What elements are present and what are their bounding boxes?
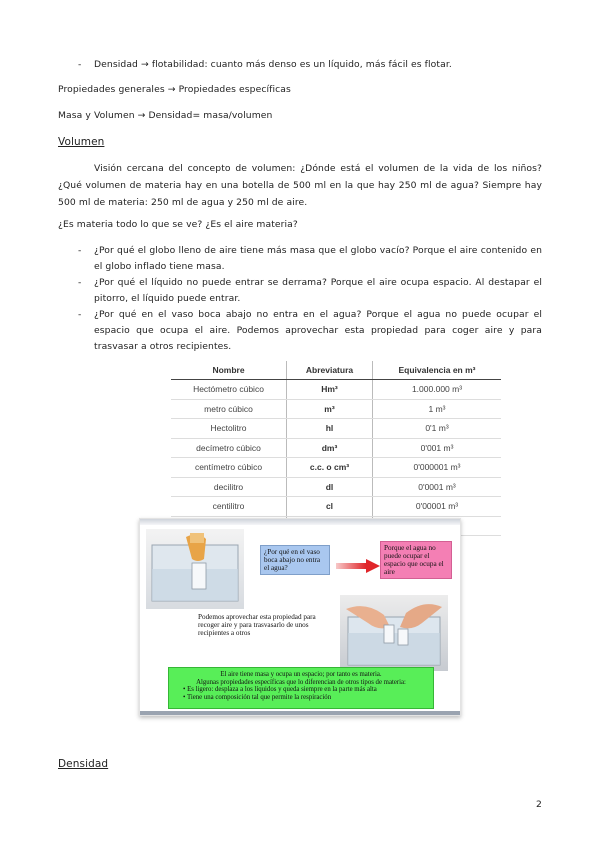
table-header: Nombre	[171, 361, 287, 380]
bullet-dash: -	[78, 309, 82, 320]
transfer-caption: Podemos aprovechar esta propiedad para recoger aire y para trasvasarlo de unos recipientes a otros	[198, 613, 316, 637]
table-row	[171, 497, 501, 517]
units-table	[171, 361, 501, 536]
summary-line: El aire tiene masa y ocupa un espacio; por tanto es materia.	[220, 671, 382, 678]
table-row	[171, 399, 501, 419]
summary-item: • Es ligero: desplaza a los líquidos y queda siempre en la parte más alta	[183, 686, 377, 694]
unit-abbr: Hm³	[287, 380, 373, 400]
summary-box	[168, 667, 434, 709]
unit-equiv: 0'00001 m³	[373, 497, 502, 517]
summary-item: • Tiene una composición tal que permite la respiración	[183, 693, 332, 701]
table-row	[171, 458, 501, 478]
unit-abbr: hl	[287, 419, 373, 439]
bullet-balloon: ¿Por qué el globo lleno de aire tiene más masa que el globo vacío? Porque el aire contenido en el globo inflado tiene masa.	[94, 245, 542, 272]
question-line: ¿Es materia todo lo que se ve? ¿Es el aire materia?	[58, 219, 298, 230]
unit-name: Hectómetro cúbico	[171, 380, 287, 400]
unit-abbr: c.c. o cm³	[287, 458, 373, 478]
bullet-liquid: ¿Por qué el líquido no puede entrar se derrama? Porque el aire ocupa espacio. Al destapar el pitorro, el líquido puede entrar.	[94, 277, 542, 304]
unit-equiv: 0'1 m³	[373, 419, 502, 439]
unit-equiv: 0'001 m³	[373, 438, 502, 458]
heading-densidad: Densidad	[58, 758, 109, 770]
table-row	[171, 380, 501, 400]
unit-name: decímetro cúbico	[171, 438, 287, 458]
unit-name: Hectolitro	[171, 419, 287, 439]
hand-glass-photo	[146, 529, 244, 609]
question-box: ¿Por qué en el vaso boca abajo no entra el agua?	[260, 545, 330, 575]
unit-equiv: 0'000001 m³	[373, 458, 502, 478]
bullet-dash: -	[78, 59, 82, 70]
table-header: Equivalencia en m³	[373, 361, 502, 380]
figure-bottom-bar	[140, 711, 460, 715]
bullet-dash: -	[78, 277, 82, 288]
unit-abbr: m³	[287, 399, 373, 419]
density-buoyancy-line: Densidad → flotabilidad: cuanto más denso es un líquido, más fácil es flotar.	[94, 59, 452, 70]
summary-line: Algunas propiedades específicas que lo diferencian de otros tipos de materia:	[196, 678, 406, 686]
bullet-glass: ¿Por qué en el vaso boca abajo no entra en el agua? Porque el agua no puede ocupar el espacio que ocupa el aire. Podemos aprovechar esta propiedad para coger aire y para trasvasar a otros recipientes.	[94, 309, 542, 352]
unit-abbr: cl	[287, 497, 373, 517]
table-row	[171, 419, 501, 439]
volume-paragraph: Visión cercana del concepto de volumen: ¿Dónde está el volumen de la vida de los niños? ¿Qué volumen de materia hay en una botella de 500 ml en la que hay 250 ml de agua? Siempre hay 500 ml de materia: 250 ml de agua y 250 ml de aire.	[58, 163, 542, 208]
mass-volume-line: Masa y Volumen → Densidad= masa/volumen	[58, 110, 273, 121]
air-experiment-figure	[139, 518, 461, 716]
page-number: 2	[536, 799, 542, 810]
unit-name: centímetro cúbico	[171, 458, 287, 478]
properties-line: Propiedades generales → Propiedades específicas	[58, 84, 291, 95]
unit-name: metro cúbico	[171, 399, 287, 419]
unit-equiv: 1.000.000 m³	[373, 380, 502, 400]
figure-top-bar	[140, 519, 460, 525]
unit-equiv: 1 m³	[373, 399, 502, 419]
table-row	[171, 477, 501, 497]
bullet-dash: -	[78, 245, 82, 256]
answer-box: Porque el agua no puede ocupar el espacio que ocupa el aire	[380, 541, 452, 579]
unit-abbr: dl	[287, 477, 373, 497]
table-header: Abreviatura	[287, 361, 373, 380]
unit-equiv: 0'0001 m³	[373, 477, 502, 497]
unit-name: centilitro	[171, 497, 287, 517]
heading-volumen: Volumen	[58, 136, 105, 148]
hands-transfer-photo	[340, 595, 448, 671]
table-row	[171, 438, 501, 458]
unit-name: decilitro	[171, 477, 287, 497]
unit-abbr: dm³	[287, 438, 373, 458]
arrow-right-icon	[336, 559, 380, 573]
